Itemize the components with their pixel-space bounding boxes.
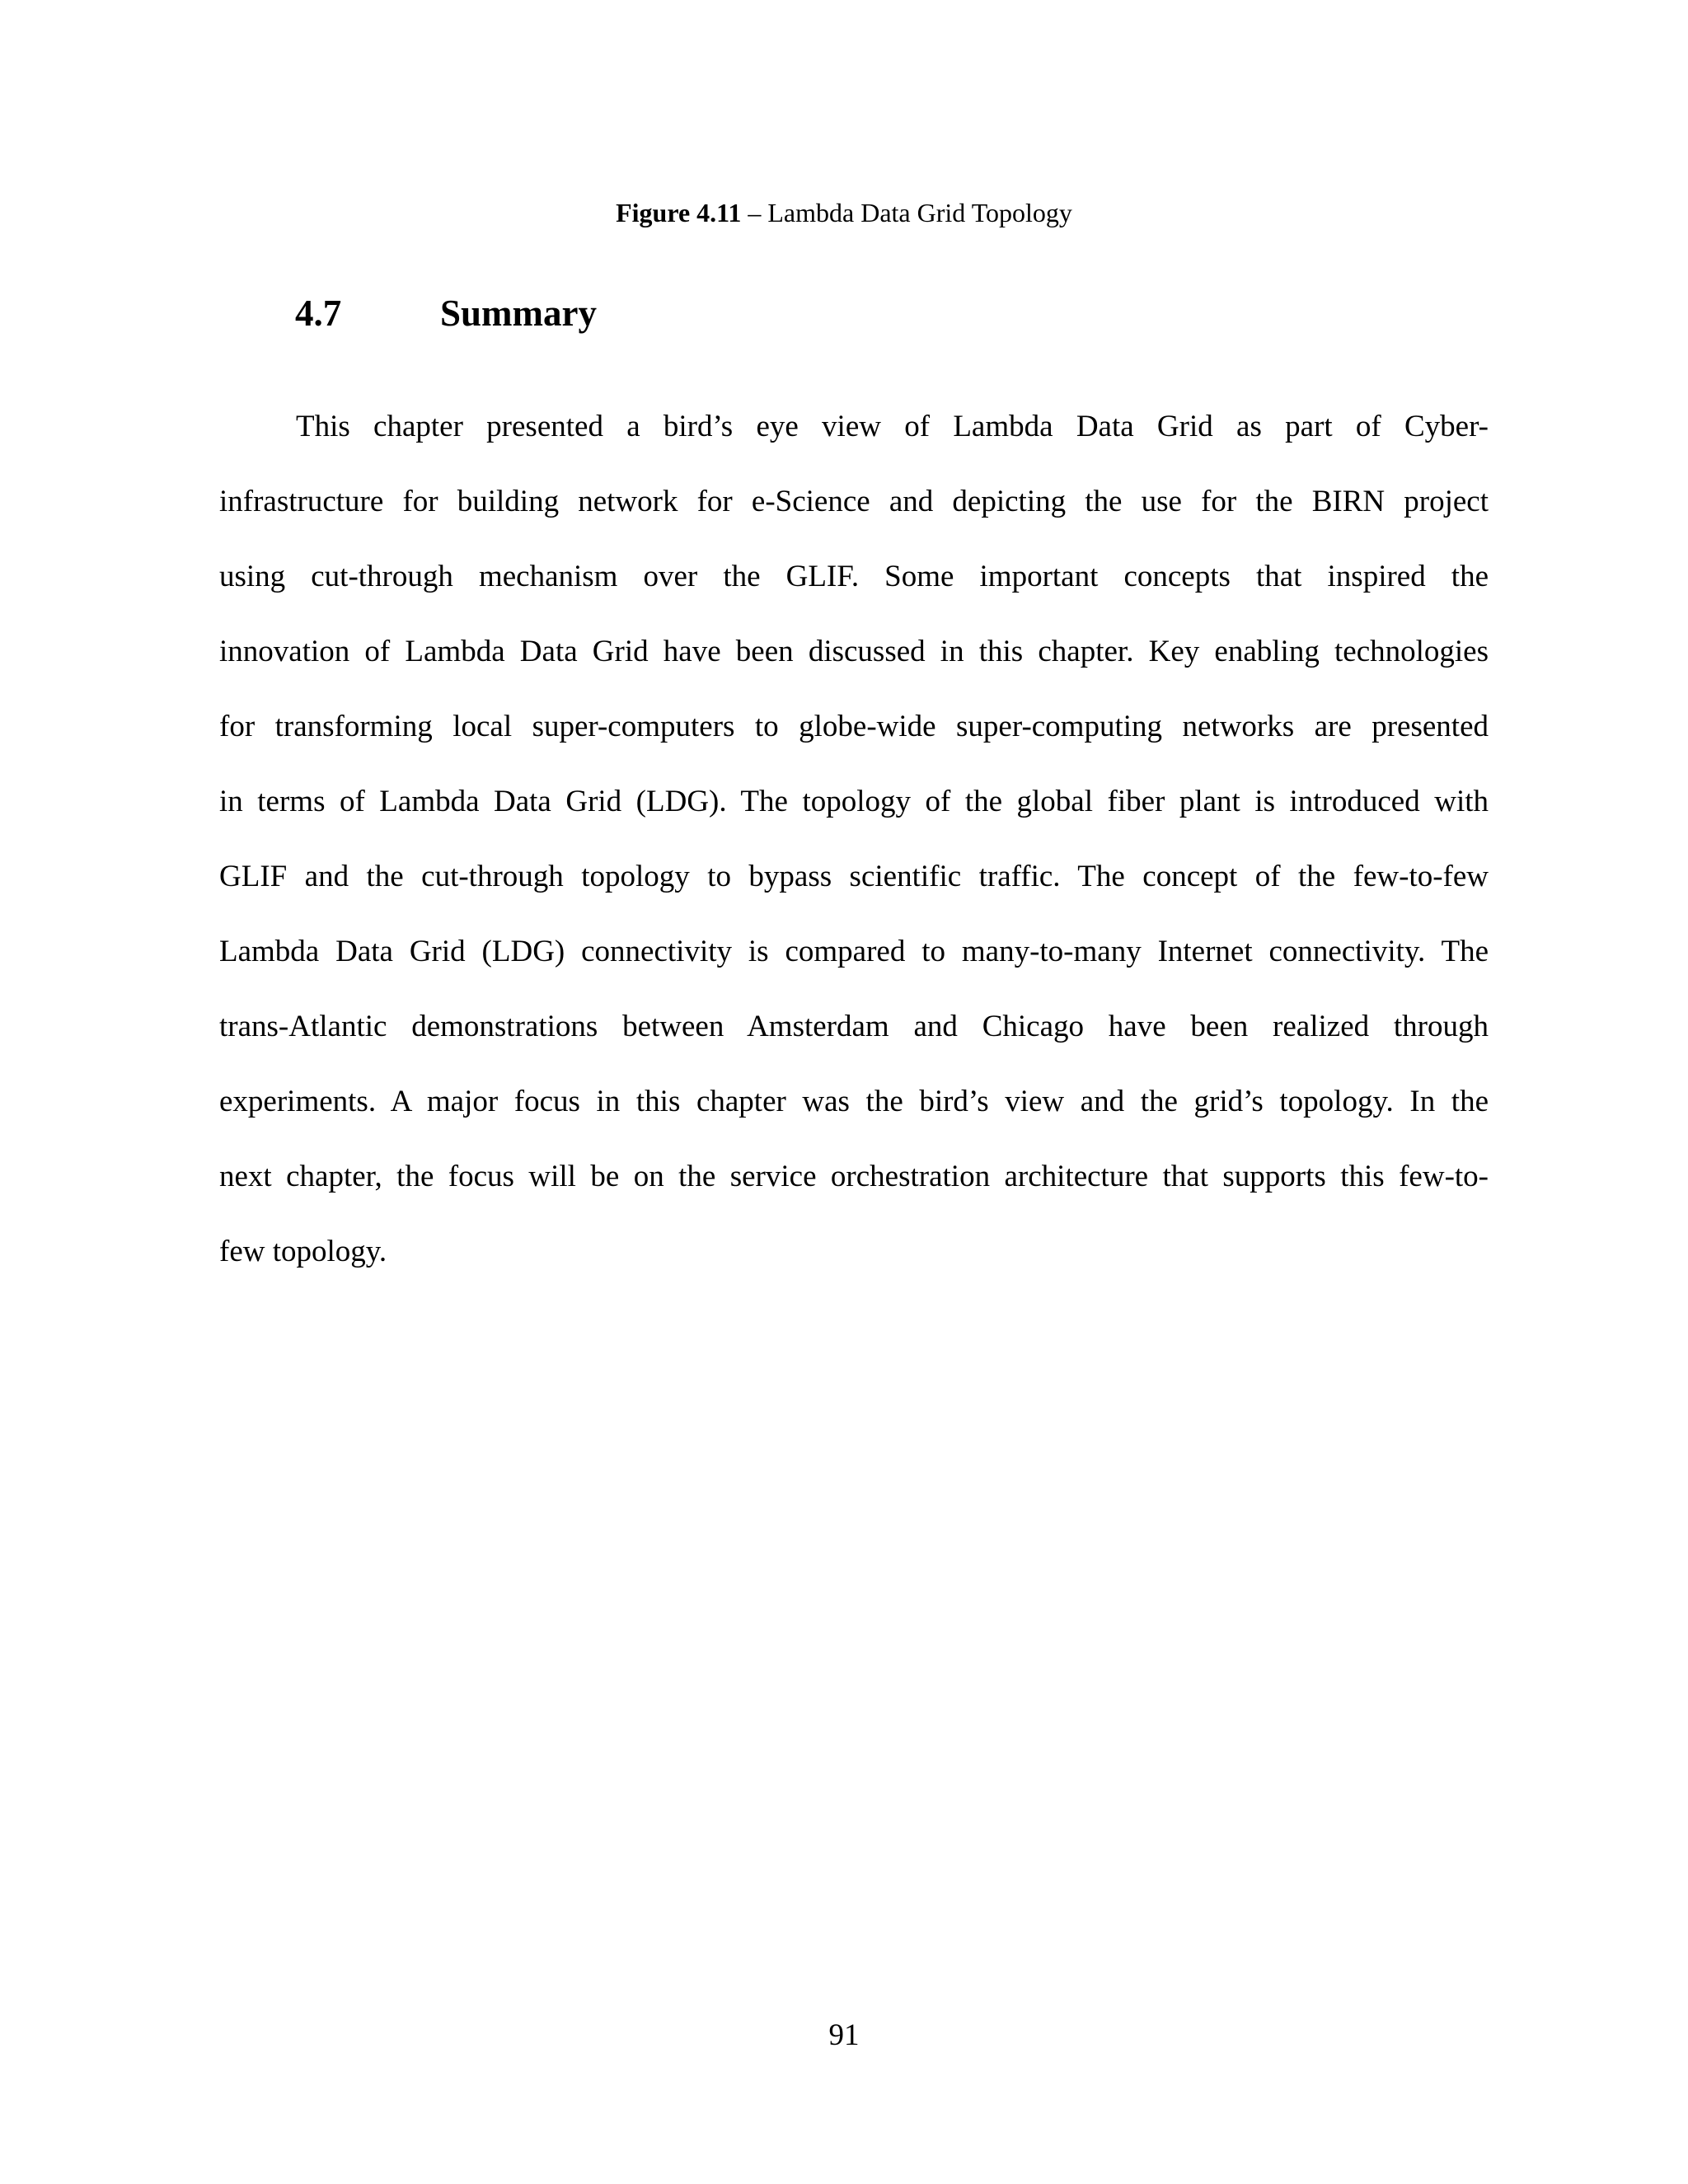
paragraph-line: infrastructure for building network for e-Science and depicting the use for the BIRN project — [219, 485, 1489, 518]
figure-caption-text: – Lambda Data Grid Topology — [741, 198, 1072, 227]
paragraph-line: This chapter presented a bird’s eye view of Lambda Data Grid as part of Cyber- — [296, 410, 1489, 443]
section-heading — [295, 290, 597, 336]
paragraph-line: using cut-through mechanism over the GLIF. Some important concepts that inspired the — [219, 560, 1489, 593]
section-title: Summary — [440, 293, 597, 334]
paragraph-line: in terms of Lambda Data Grid (LDG). The topology of the global fiber plant is introduced with — [219, 785, 1489, 818]
summary-paragraph — [219, 389, 1489, 1289]
paragraph-line: trans-Atlantic demonstrations between Amsterdam and Chicago have been realized through — [219, 1010, 1489, 1043]
paragraph-line: innovation of Lambda Data Grid have been discussed in this chapter. Key enabling technologies — [219, 635, 1489, 668]
section-number: 4.7 — [295, 293, 342, 334]
paragraph-line: few topology. — [219, 1235, 387, 1268]
paragraph-line: for transforming local super-computers to globe-wide super-computing networks are presented — [219, 710, 1489, 743]
paragraph-line: GLIF and the cut-through topology to bypass scientific traffic. The concept of the few-to-few — [219, 860, 1489, 893]
page-number: 91 — [828, 2018, 860, 2052]
paragraph-line: experiments. A major focus in this chapter was the bird’s view and the grid’s topology. In the — [219, 1085, 1489, 1118]
paragraph-line: Lambda Data Grid (LDG) connectivity is compared to many-to-many Internet connectivity. The — [219, 935, 1489, 968]
figure-caption — [0, 196, 1688, 229]
paragraph-line: next chapter, the focus will be on the service orchestration architecture that supports this few-to- — [219, 1160, 1489, 1193]
figure-label: Figure 4.11 — [616, 198, 742, 227]
